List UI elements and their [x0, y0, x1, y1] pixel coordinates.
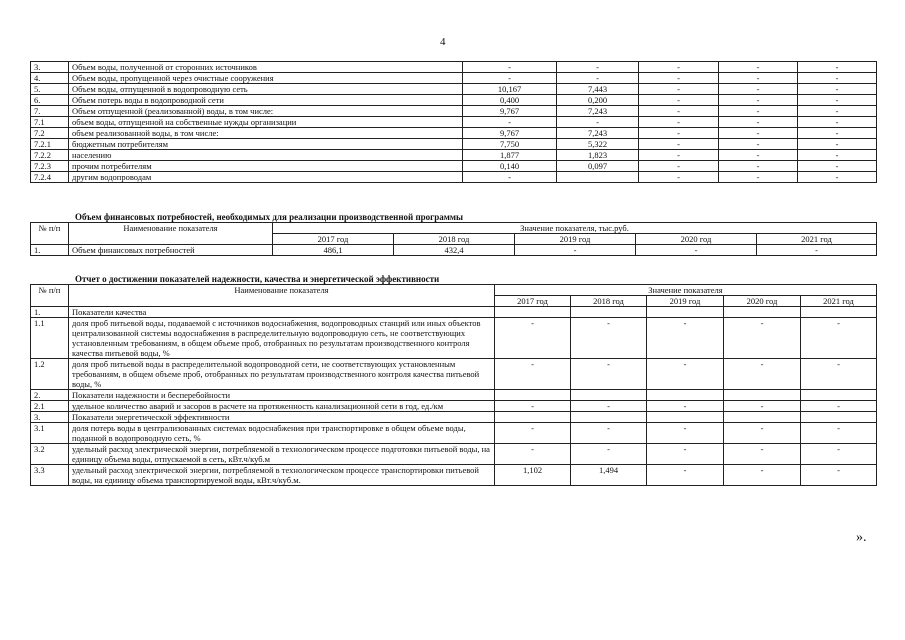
row-name: населению	[69, 150, 463, 161]
row-value: 1,823	[557, 150, 639, 161]
row-value: -	[515, 245, 636, 256]
row-value: -	[495, 444, 571, 465]
row-value: -	[463, 117, 557, 128]
table-row	[31, 318, 877, 359]
row-value: -	[724, 359, 801, 390]
row-number: 7.2	[31, 128, 69, 139]
table-row	[31, 106, 877, 117]
row-value: -	[647, 444, 724, 465]
row-value: -	[798, 106, 877, 117]
year-header: 2021 год	[801, 296, 877, 307]
row-number: 1.	[31, 307, 69, 318]
row-value: -	[757, 245, 877, 256]
row-value: -	[571, 444, 647, 465]
year-header: 2019 год	[515, 234, 636, 245]
row-value: 0,140	[463, 161, 557, 172]
row-value	[571, 307, 647, 318]
row-value: -	[639, 73, 719, 84]
row-value: -	[798, 139, 877, 150]
row-value: 10,167	[463, 84, 557, 95]
row-name: прочим потребителям	[69, 161, 463, 172]
row-value: 0,097	[557, 161, 639, 172]
row-value	[571, 390, 647, 401]
row-value: -	[719, 161, 798, 172]
water-balance-table	[30, 61, 877, 183]
row-value: -	[798, 62, 877, 73]
row-value: 1,877	[463, 150, 557, 161]
row-value: -	[636, 245, 757, 256]
reliability-indicators-table	[30, 284, 877, 486]
row-value: 0,400	[463, 95, 557, 106]
row-value: -	[719, 128, 798, 139]
table-row	[31, 390, 877, 401]
row-value: -	[647, 359, 724, 390]
row-number: 3.	[31, 412, 69, 423]
row-value	[495, 412, 571, 423]
row-value	[801, 412, 877, 423]
row-value	[647, 307, 724, 318]
row-value: -	[495, 423, 571, 444]
table-row	[31, 172, 877, 183]
row-value: 7,243	[557, 128, 639, 139]
row-value: -	[571, 401, 647, 412]
year-header: 2018 год	[571, 296, 647, 307]
row-value: -	[724, 318, 801, 359]
header-name: Наименование показателя	[69, 285, 495, 307]
row-value: -	[495, 401, 571, 412]
year-header: 2020 год	[636, 234, 757, 245]
row-value: -	[801, 401, 877, 412]
row-value: -	[719, 117, 798, 128]
row-name: Показатели качества	[69, 307, 495, 318]
row-value: -	[571, 423, 647, 444]
page-number: 4	[440, 36, 446, 48]
row-value: -	[639, 172, 719, 183]
table-row	[31, 95, 877, 106]
row-name: Объем финансовых потребностей	[69, 245, 273, 256]
row-name: объем воды, отпущенной на собственные нужды организации	[69, 117, 463, 128]
row-value: -	[724, 444, 801, 465]
table-row	[31, 128, 877, 139]
row-value: -	[647, 318, 724, 359]
row-number: 2.	[31, 390, 69, 401]
header-no: № п/п	[31, 285, 69, 307]
row-value	[495, 307, 571, 318]
row-value	[647, 412, 724, 423]
row-value: -	[798, 150, 877, 161]
closing-quote: ».	[856, 530, 867, 545]
row-value: -	[495, 318, 571, 359]
row-value	[801, 307, 877, 318]
row-value: 5,322	[557, 139, 639, 150]
row-number: 1.	[31, 245, 69, 256]
row-value: -	[719, 73, 798, 84]
row-name: объем реализованной воды, в том числе:	[69, 128, 463, 139]
row-number: 7.2.3	[31, 161, 69, 172]
row-value: -	[719, 172, 798, 183]
row-value	[724, 390, 801, 401]
row-value: -	[647, 423, 724, 444]
row-value: -	[719, 139, 798, 150]
row-value: -	[463, 73, 557, 84]
row-name: Объем отпущенной (реализованной) воды, в том числе:	[69, 106, 463, 117]
row-value	[495, 390, 571, 401]
table-row	[31, 307, 877, 318]
table-row	[31, 412, 877, 423]
row-number: 3.3	[31, 465, 69, 486]
table-row	[31, 73, 877, 84]
header-value: Значение показателя	[495, 285, 877, 296]
row-number: 1.2	[31, 359, 69, 390]
row-name: доля проб питьевой воды, подаваемой с источников водоснабжения, водопроводных станций или иных объектов централизованной системы водоснабжения в распределительную водопроводную сеть, не соответствующих установленным требованиям, в общем объеме проб, отобранных по результатам производственного контроля качества питьевой воды, %	[69, 318, 495, 359]
row-name: удельное количество аварий и засоров в расчете на протяженность канализационной сети в год, ед./км	[69, 401, 495, 412]
row-value: 0,200	[557, 95, 639, 106]
row-value: -	[801, 423, 877, 444]
year-header: 2017 год	[273, 234, 394, 245]
table-row	[31, 359, 877, 390]
table-row	[31, 84, 877, 95]
row-value	[647, 390, 724, 401]
row-number: 3.2	[31, 444, 69, 465]
row-value: 9,767	[463, 128, 557, 139]
table-row	[31, 62, 877, 73]
row-value: -	[798, 161, 877, 172]
row-value: -	[495, 359, 571, 390]
row-value: 486,1	[273, 245, 394, 256]
table-row	[31, 117, 877, 128]
row-value: -	[724, 401, 801, 412]
row-value: 432,4	[394, 245, 515, 256]
row-value: 7,443	[557, 84, 639, 95]
row-value: -	[639, 62, 719, 73]
row-number: 3.	[31, 62, 69, 73]
row-value: -	[798, 128, 877, 139]
table-row	[31, 465, 877, 486]
table-row	[31, 245, 877, 256]
year-header: 2021 год	[757, 234, 877, 245]
row-value: -	[801, 318, 877, 359]
row-value: 7,750	[463, 139, 557, 150]
row-number: 3.1	[31, 423, 69, 444]
row-value: -	[719, 84, 798, 95]
row-value	[801, 390, 877, 401]
row-value: -	[719, 106, 798, 117]
row-value: -	[463, 172, 557, 183]
row-name: другим водопроводам	[69, 172, 463, 183]
header-value: Значение показателя, тыс.руб.	[273, 223, 877, 234]
row-value: -	[639, 150, 719, 161]
row-value: 9,767	[463, 106, 557, 117]
row-name: Показатели энергетической эффективности	[69, 412, 495, 423]
row-value: -	[639, 139, 719, 150]
row-value: -	[719, 62, 798, 73]
row-value: -	[724, 423, 801, 444]
row-value	[571, 412, 647, 423]
row-value: -	[639, 161, 719, 172]
year-header: 2018 год	[394, 234, 515, 245]
row-name: доля проб питьевой воды в распределительной водопроводной сети, не соответствующих установленным требованиям, в общем объеме проб, отобранных по результатам производственного контроля качества питьевой воды, %	[69, 359, 495, 390]
row-value: -	[647, 465, 724, 486]
row-value: -	[647, 401, 724, 412]
row-value: -	[798, 73, 877, 84]
row-value: -	[639, 117, 719, 128]
row-value: 7,243	[557, 106, 639, 117]
header-name: Наименование показателя	[69, 223, 273, 245]
row-number: 7.1	[31, 117, 69, 128]
row-number: 7.2.2	[31, 150, 69, 161]
row-name: удельный расход электрической энергии, потребляемой в технологическом процессе транспортировки питьевой воды, на единицу объема транспортируемой воды, кВт.ч/куб.м.	[69, 465, 495, 486]
year-header: 2017 год	[495, 296, 571, 307]
row-number: 5.	[31, 84, 69, 95]
reliability-table-caption: Отчет о достижении показателей надежности, качества и энергетической эффективности	[75, 274, 440, 284]
row-number: 4.	[31, 73, 69, 84]
row-value: -	[724, 465, 801, 486]
row-value: -	[719, 95, 798, 106]
row-value: -	[801, 465, 877, 486]
row-value	[557, 172, 639, 183]
row-value: -	[798, 95, 877, 106]
row-value: -	[571, 318, 647, 359]
row-number: 7.	[31, 106, 69, 117]
header-no: № п/п	[31, 223, 69, 245]
row-value: -	[798, 117, 877, 128]
table-row	[31, 444, 877, 465]
row-value	[724, 412, 801, 423]
year-header: 2019 год	[647, 296, 724, 307]
row-value: -	[639, 95, 719, 106]
row-value: -	[801, 359, 877, 390]
row-name: Объем воды, отпущенной в водопроводную сеть	[69, 84, 463, 95]
row-value: -	[801, 444, 877, 465]
row-value: -	[798, 172, 877, 183]
row-value: -	[639, 128, 719, 139]
row-value: -	[557, 62, 639, 73]
row-value: -	[798, 84, 877, 95]
row-number: 7.2.1	[31, 139, 69, 150]
table-row	[31, 423, 877, 444]
row-name: бюджетным потребителям	[69, 139, 463, 150]
row-value: -	[639, 106, 719, 117]
financial-table-caption: Объем финансовых потребностей, необходимых для реализации производственной программы	[75, 212, 464, 222]
table-row	[31, 161, 877, 172]
row-value	[724, 307, 801, 318]
row-name: доля потерь воды в централизованных системах водоснабжения при транспортировке в общем объеме воды, поданной в водопроводную сеть, %	[69, 423, 495, 444]
row-value: -	[557, 117, 639, 128]
row-value: -	[719, 150, 798, 161]
financial-needs-table	[30, 222, 877, 256]
row-number: 2.1	[31, 401, 69, 412]
table-row	[31, 139, 877, 150]
row-value: -	[463, 62, 557, 73]
row-number: 1.1	[31, 318, 69, 359]
row-number: 7.2.4	[31, 172, 69, 183]
row-value: 1,494	[571, 465, 647, 486]
row-value: -	[571, 359, 647, 390]
row-number: 6.	[31, 95, 69, 106]
table-row	[31, 150, 877, 161]
row-name: Объем воды, полученной от сторонних источников	[69, 62, 463, 73]
row-value: 1,102	[495, 465, 571, 486]
row-value: -	[557, 73, 639, 84]
table-row	[31, 401, 877, 412]
year-header: 2020 год	[724, 296, 801, 307]
row-name: удельный расход электрической энергии, потребляемой в технологическом процессе подготовки питьевой воды, на единицу объема воды, отпускаемой в сеть, кВт.ч/куб.м	[69, 444, 495, 465]
row-name: Объем потерь воды в водопроводной сети	[69, 95, 463, 106]
row-value: -	[639, 84, 719, 95]
row-name: Объем воды, пропущенной через очистные сооружения	[69, 73, 463, 84]
row-name: Показатели надежности и бесперебойности	[69, 390, 495, 401]
